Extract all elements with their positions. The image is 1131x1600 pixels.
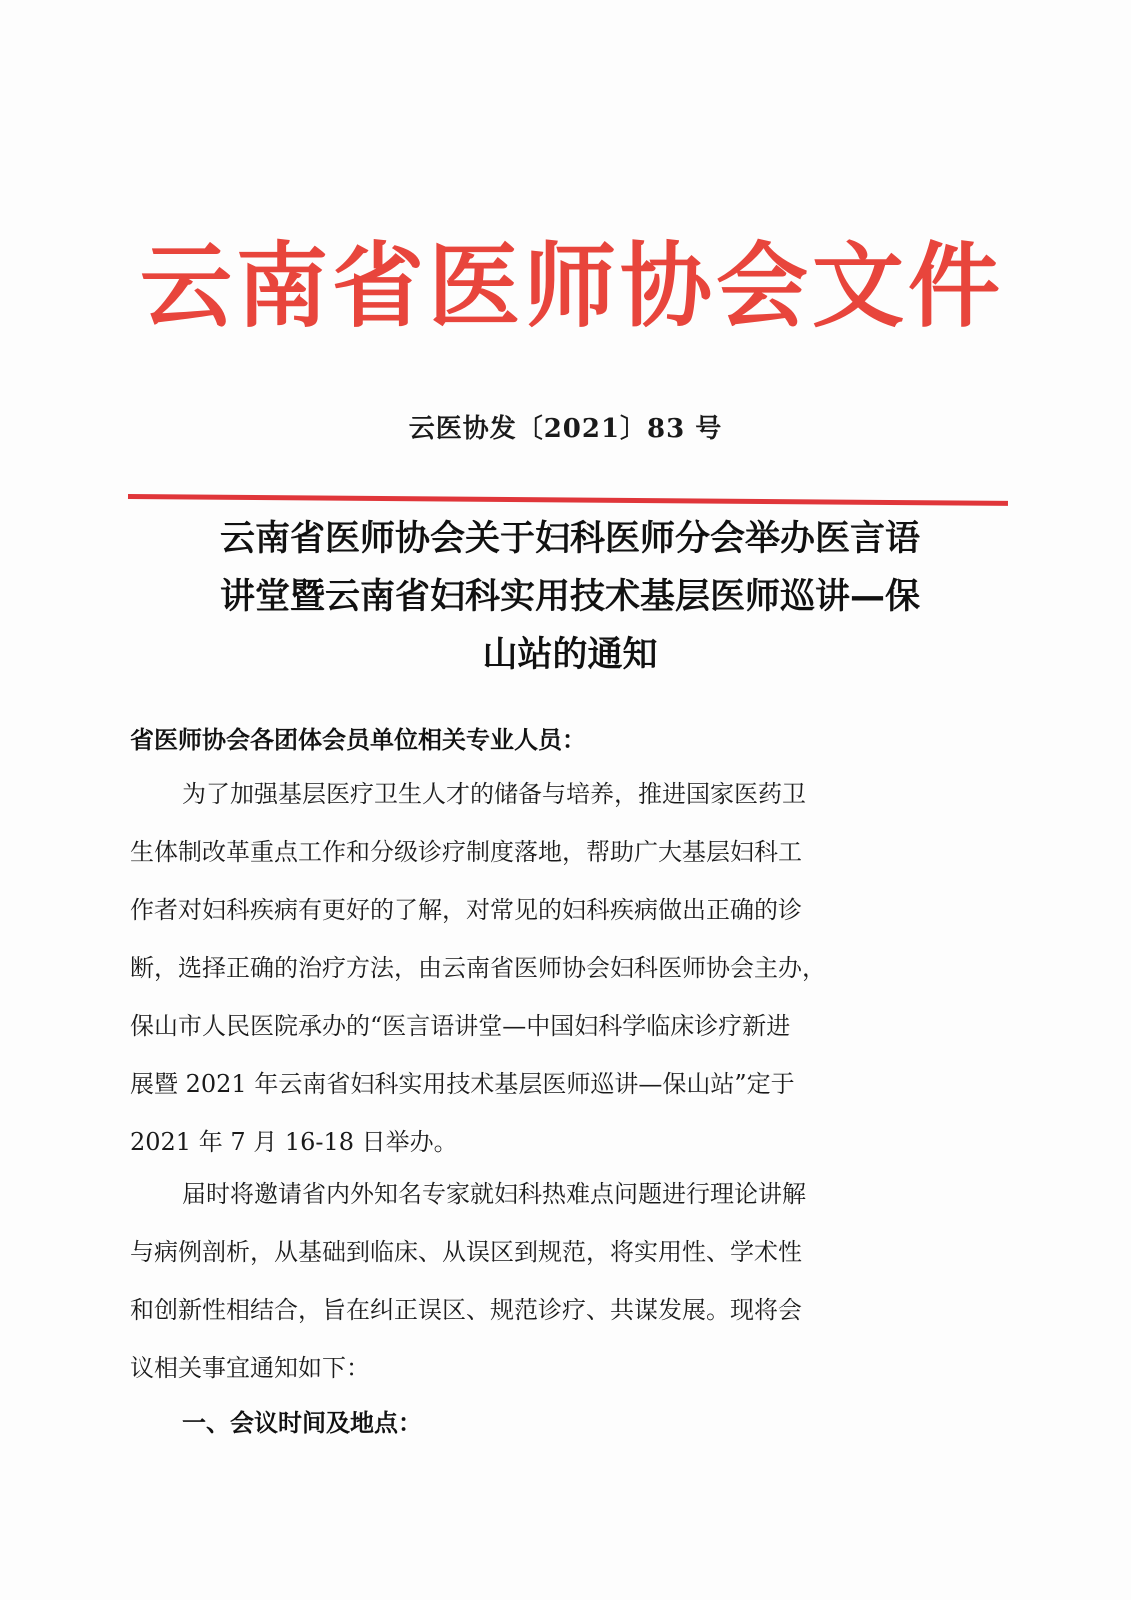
paragraph-line: 作者对妇科疾病有更好的了解，对常见的妇科疾病做出正确的诊 xyxy=(130,896,802,924)
title-line: 云南省医师协会关于妇科医师分会举办医言语 xyxy=(219,519,920,559)
paragraph-line: 与病例剖析，从基础到临床、从误区到规范，将实用性、学术性 xyxy=(130,1238,802,1266)
paragraph-line: 保山市人民医院承办的“医言语讲堂—中国妇科学临床诊疗新进 xyxy=(130,1012,791,1040)
document-number: 云医协发〔2021〕83 号 xyxy=(408,414,723,444)
paragraph-line: 2021 年 7 月 16-18 日举办。 xyxy=(130,1128,458,1156)
masthead-title: 云南省医师协会文件 xyxy=(140,233,1005,340)
paragraph-line: 为了加强基层医疗卫生人才的储备与培养，推进国家医药卫 xyxy=(182,780,806,808)
title-line: 山站的通知 xyxy=(482,635,658,675)
red-divider-line xyxy=(128,494,1008,506)
paragraph-line: 议相关事宜通知如下： xyxy=(130,1354,370,1382)
paragraph-line: 和创新性相结合，旨在纠正误区、规范诊疗、共谋发展。现将会 xyxy=(130,1296,802,1324)
paragraph-intro xyxy=(130,765,1000,1171)
paragraph-details xyxy=(130,1165,1000,1397)
paragraph-line: 届时将邀请省内外知名专家就妇科热难点问题进行理论讲解 xyxy=(182,1180,806,1208)
title-line: 讲堂暨云南省妇科实用技术基层医师巡讲—保 xyxy=(219,577,920,617)
paragraph-line: 生体制改革重点工作和分级诊疗制度落地，帮助广大基层妇科工 xyxy=(130,838,802,866)
salutation: 省医师协会各团体会员单位相关专业人员： xyxy=(130,726,586,754)
notice-title xyxy=(120,510,1020,684)
paragraph-line: 展暨 2021 年云南省妇科实用技术基层医师巡讲—保山站”定于 xyxy=(130,1070,795,1098)
paragraph-line: 断，选择正确的治疗方法，由云南省医师协会妇科医师协会主办， xyxy=(130,954,826,982)
section-heading-meeting-time-place: 一、会议时间及地点： xyxy=(182,1409,422,1437)
